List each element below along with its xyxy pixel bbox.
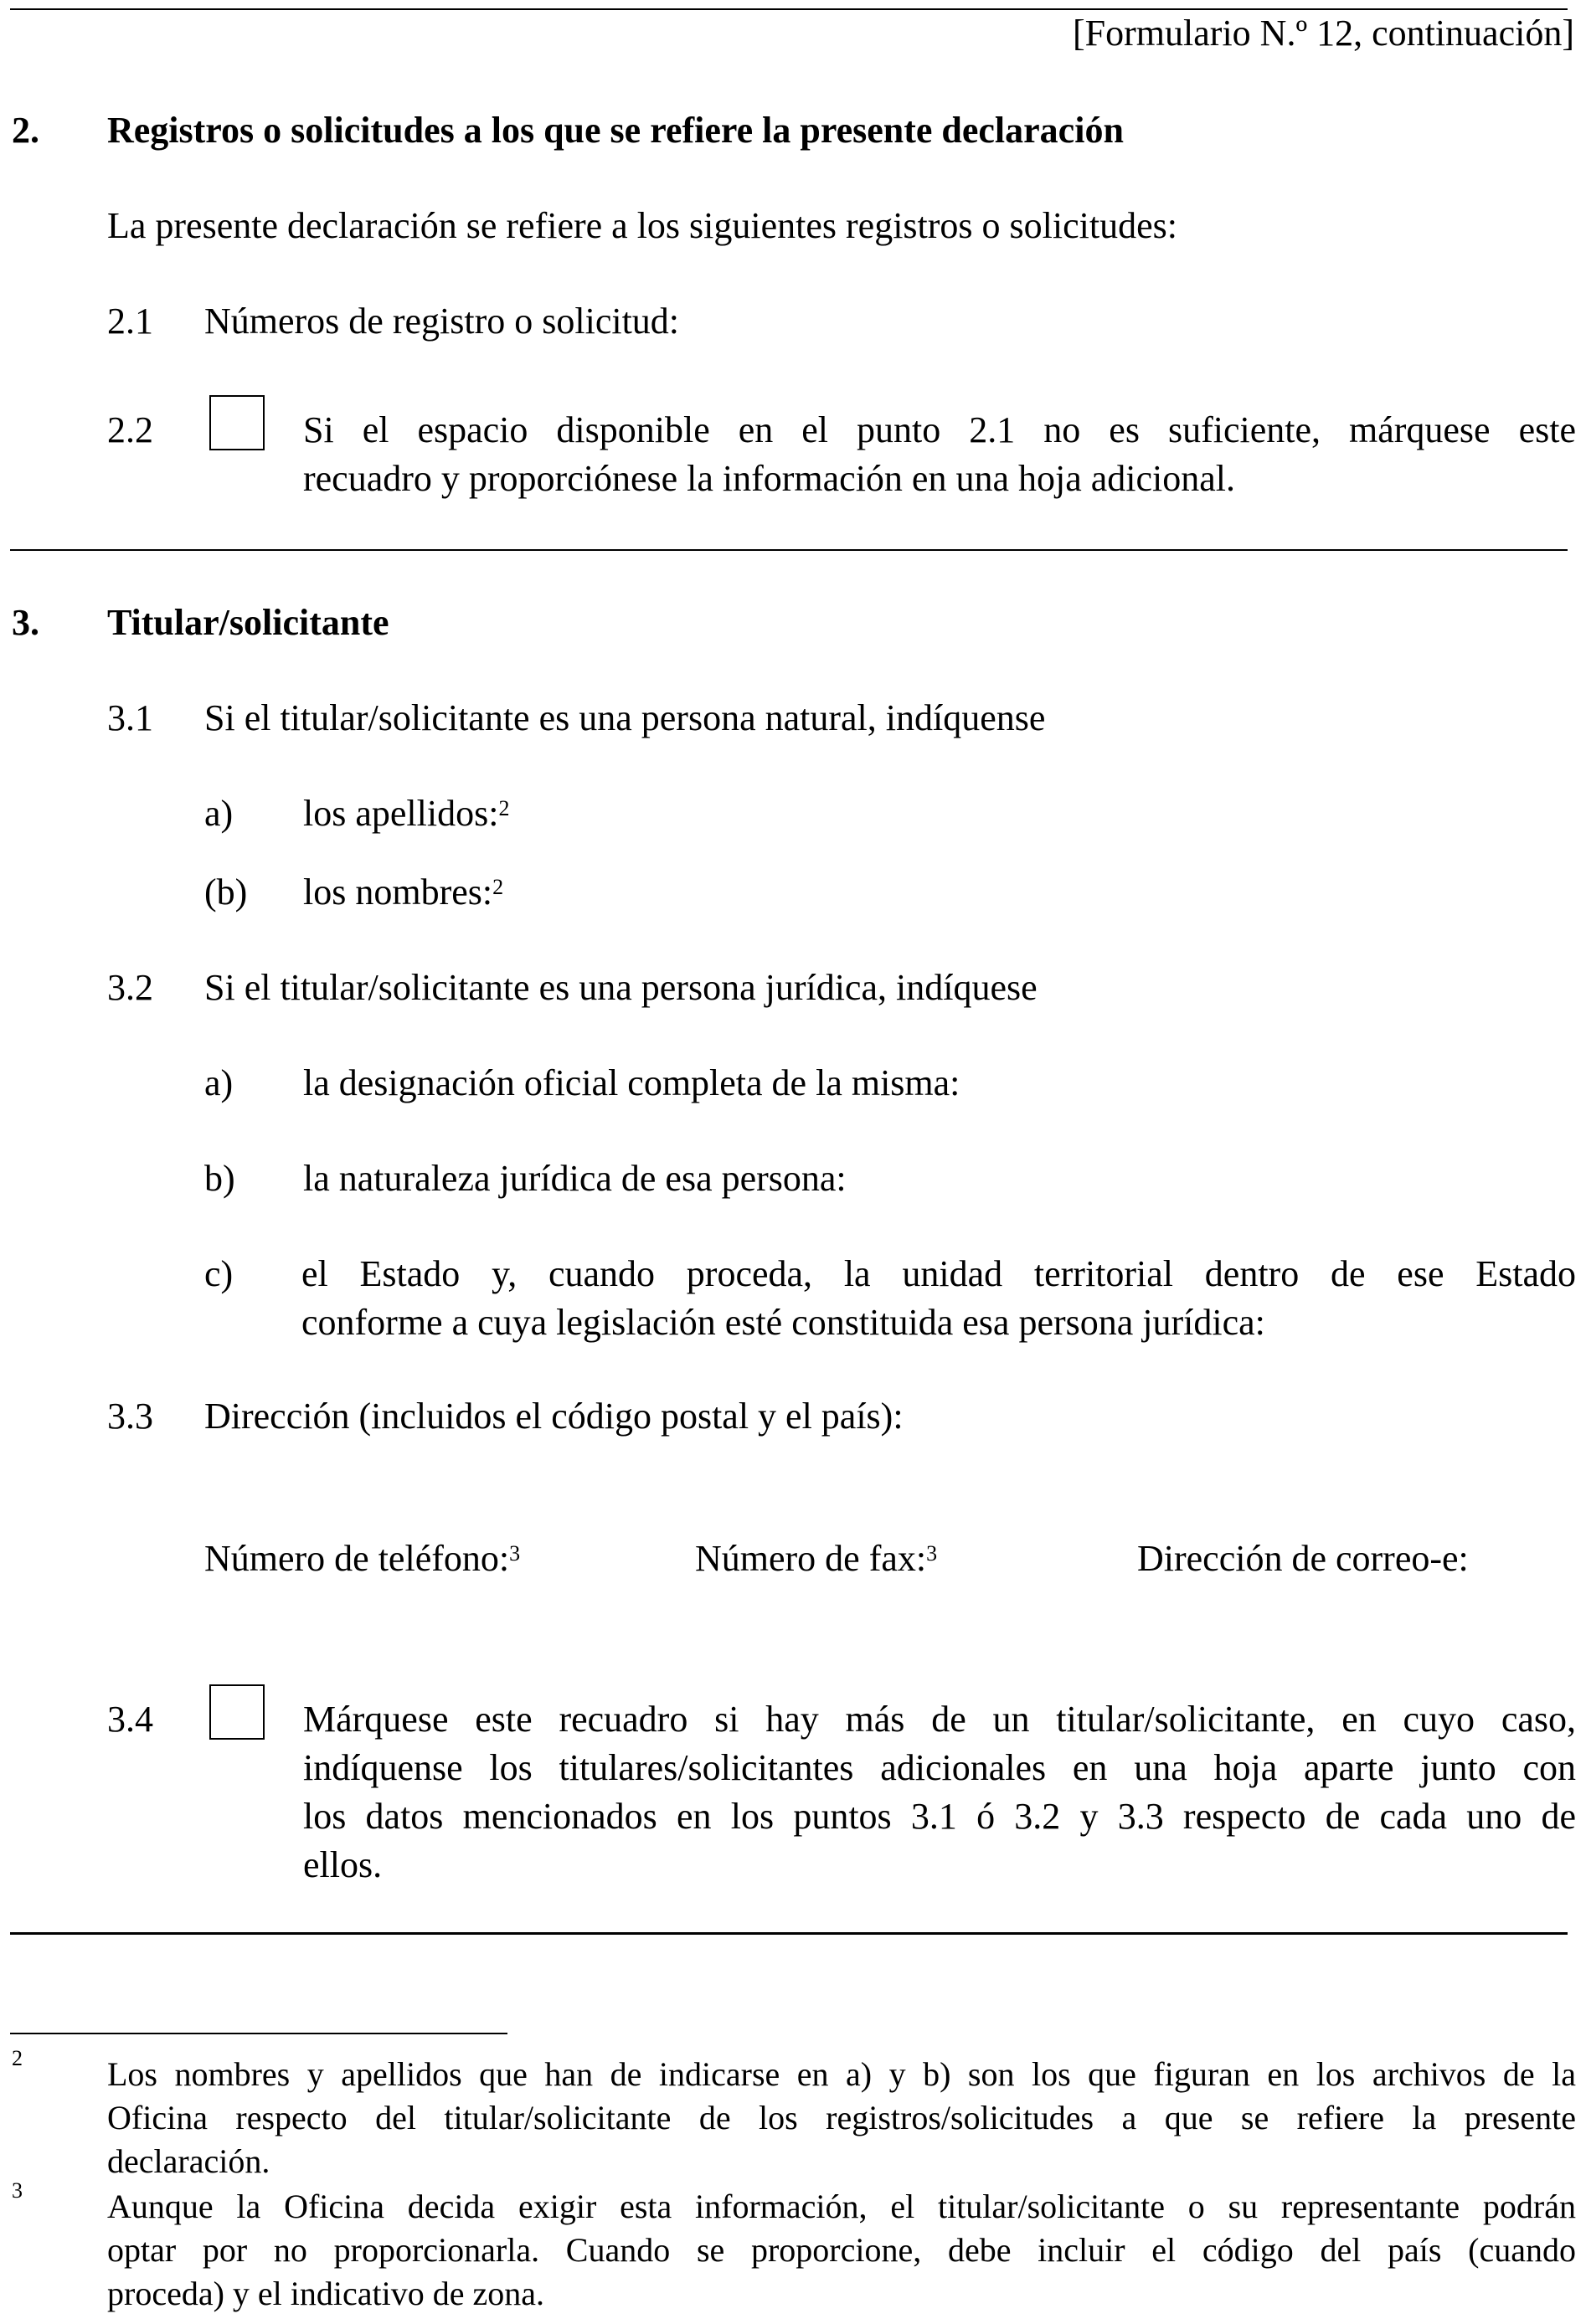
fax-label: Número de fax:$^3$ [695, 1538, 938, 1579]
section-divider [10, 549, 1568, 551]
email-label: Dirección de correo-e: [1137, 1538, 1469, 1579]
footnote-3-line-3: proceda) y el indicativo de zona. [107, 2275, 544, 2312]
item-3-4-checkbox[interactable] [209, 1684, 265, 1740]
item-3-4-text-line-4: ellos. [303, 1844, 383, 1885]
item-3-4-text-line-1: Márquese este recuadro si hay más de un titular/solicitante, en cuyo caso, [303, 1699, 1576, 1740]
item-3-1-number: 3.1 [107, 697, 153, 738]
footnote-2-line-2: Oficina respecto del titular/solicitante de los registros/solicitudes a que se refiere la presente [107, 2099, 1576, 2136]
item-3-2-a-marker: a) [204, 1062, 234, 1103]
footnote-ref-3: 3 [509, 1541, 521, 1566]
item-3-1-a-marker: a) [204, 793, 234, 834]
item-2-1-label: Números de registro o solicitud: [204, 301, 680, 342]
section-2-title: Registros o solicitudes a los que se refiere la presente declaración [107, 110, 1124, 151]
footnote-separator [10, 2033, 507, 2034]
footnote-ref-2: 2 [492, 875, 504, 899]
item-2-1-number: 2.1 [107, 301, 153, 342]
item-3-2-label: Si el titular/solicitante es una persona jurídica, indíquese [204, 967, 1038, 1008]
item-2-2-text-line-2: recuadro y proporciónese la información en una hoja adicional. [303, 458, 1235, 499]
item-3-1-b-label: los nombres:$^2$ [303, 872, 504, 913]
item-2-2-checkbox[interactable] [209, 395, 265, 450]
bottom-divider [10, 1932, 1568, 1935]
item-3-3-label: Dirección (incluidos el código postal y el país): [204, 1396, 904, 1437]
section-3-number: 3. [12, 602, 39, 643]
footnote-3-line-2: optar por no proporcionarla. Cuando se proporcione, debe incluir el código del país (cuando [107, 2231, 1576, 2269]
item-3-2-b-label: la naturaleza jurídica de esa persona: [303, 1158, 847, 1199]
item-3-4-number: 3.4 [107, 1699, 153, 1740]
item-3-3-number: 3.3 [107, 1396, 153, 1437]
item-3-2-c-line-2: conforme a cuya legislación esté constituida esa persona jurídica: [301, 1302, 1265, 1343]
footnote-ref-2: 2 [498, 796, 510, 820]
phone-label: Número de teléfono:$^3$ [204, 1538, 521, 1579]
item-3-1-b-marker: (b) [204, 872, 248, 913]
section-3-title: Titular/solicitante [107, 602, 389, 643]
item-2-2-text-line-1: Si el espacio disponible en el punto 2.1 no es suficiente, márquese este [303, 409, 1576, 450]
item-3-2-b-marker: b) [204, 1158, 235, 1199]
section-2-number: 2. [12, 110, 39, 151]
top-divider [10, 8, 1568, 10]
footnote-2-mark: 2 [12, 2046, 23, 2070]
footnote-2-line-1: Los nombres y apellidos que han de indicarse en a) y b) son los que figuran en los archivos de la [107, 2055, 1576, 2093]
item-3-1-label: Si el titular/solicitante es una persona natural, indíquense [204, 697, 1046, 738]
footnote-ref-3: 3 [926, 1541, 938, 1566]
item-3-2-c-line-1: el Estado y, cuando proceda, la unidad territorial dentro de ese Estado [301, 1253, 1576, 1294]
item-3-4-text-line-3: los datos mencionados en los puntos 3.1 ó 3.2 y 3.3 respecto de cada uno de [303, 1796, 1576, 1837]
item-3-4-text-line-2: indíquense los titulares/solicitantes adicionales en una hoja aparte junto con [303, 1747, 1576, 1788]
item-3-1-a-label: los apellidos:$^2$ [303, 793, 510, 834]
item-2-2-number: 2.2 [107, 409, 153, 450]
footnote-2-line-3: declaración. [107, 2142, 270, 2180]
footnote-3-mark: 3 [12, 2178, 23, 2203]
item-3-2-a-label: la designación oficial completa de la misma: [303, 1062, 960, 1103]
form-continuation-header: [Formulario N.º 12, continuación] [1073, 13, 1574, 54]
section-2-intro: La presente declaración se refiere a los siguientes registros o solicitudes: [107, 205, 1177, 246]
item-3-2-c-marker: c) [204, 1253, 234, 1294]
footnote-3-line-1: Aunque la Oficina decida exigir esta información, el titular/solicitante o su representante podrán [107, 2188, 1576, 2225]
item-3-2-number: 3.2 [107, 967, 153, 1008]
